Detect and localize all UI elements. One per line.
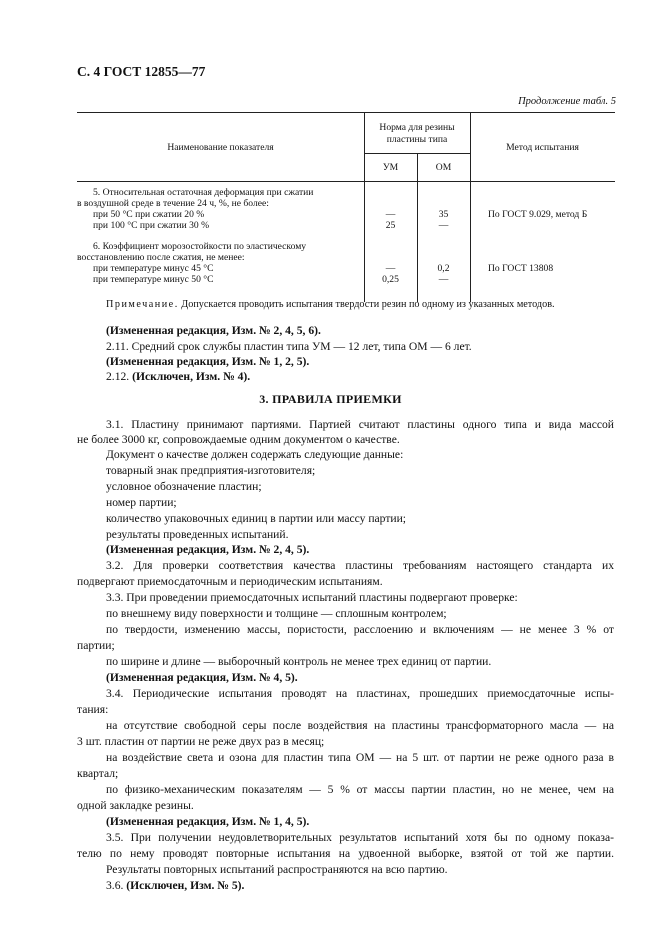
paragraph-text: (Исключен, Изм. № 4). (132, 370, 251, 383)
table-col-divider (470, 112, 471, 302)
paragraph-3-4 (77, 783, 614, 797)
row6-um-value: — (385, 263, 396, 274)
paragraph-3-4: квартал; (77, 767, 119, 780)
paragraph-2-12 (106, 370, 250, 384)
paragraph-3-1: не более 3000 кг, сопровождаемые одним документом о качестве. (77, 433, 400, 446)
paragraph-3-1 (77, 418, 614, 432)
paragraph-line: 3.1. Пластину принимают партиями. Партией считают пластины одного типа и вида массой (106, 418, 614, 431)
amendment-note: (Измененная редакция, Изм. № 4, 5). (106, 671, 298, 684)
amendment-note: (Измененная редакция, Изм. № 1, 2, 5). (106, 355, 310, 368)
row6-um-value: 0,25 (382, 274, 399, 285)
table-top-rule (77, 112, 615, 113)
paragraph-number: 2.12. (106, 370, 130, 383)
row5-text: в воздушной среде в течение 24 ч, %, не более: (77, 198, 269, 209)
row6-text: при температуре минус 50 °С (93, 274, 214, 285)
paragraph-line: телю по нему проводят повторные испытания на удвоенной выборке, взятой от той же партии. (77, 847, 614, 860)
note-label: Примечание. (106, 299, 179, 310)
paragraph-3-2: подвергают приемосдаточным и периодическим испытаниям. (77, 575, 383, 588)
col-header-norm: пластины типа (386, 134, 448, 145)
paragraph-line: на воздействие света и озона для пластин типа ОМ — на 5 шт. от партии не реже одного раза в (106, 751, 614, 764)
list-item: условное обозначение пластин; (106, 480, 262, 493)
paragraph-line: 3.5. При получении неудовлетворительных результатов испытаний хотя бы по одному показа- (106, 831, 614, 844)
section-title: 3. ПРАВИЛА ПРИЕМКИ (259, 392, 402, 406)
paragraph-3-5 (77, 831, 614, 845)
row5-text: при 100 °С при сжатии 30 % (93, 220, 210, 231)
paragraph-3-6 (106, 879, 244, 893)
paragraph-text: (Исключен, Изм. № 5). (126, 879, 245, 892)
amendment-note: (Измененная редакция, Изм. № 2, 4, 5, 6). (106, 324, 321, 337)
amendment-note: (Измененная редакция, Изм. № 1, 4, 5). (106, 815, 310, 828)
list-item: количество упаковочных единиц в партии или массу партии; (106, 512, 407, 525)
paragraph-3-4 (77, 751, 614, 765)
paragraph-3-3: по ширине и длине — выборочный контроль не менее трех единиц от партии. (106, 655, 492, 668)
col-header-method: Метод испытания (506, 142, 579, 153)
paragraph-3-5 (77, 847, 614, 861)
row5-um-value: 25 (385, 220, 396, 231)
list-item: номер партии; (106, 496, 177, 509)
document-intro: Документ о качестве должен содержать следующие данные: (106, 448, 404, 461)
paragraph-3-2 (77, 559, 614, 573)
paragraph-3-5: Результаты повторных испытаний распространяются на всю партию. (106, 863, 448, 876)
paragraph-line: 3.2. Для проверки соответствия качества пластины требованиям настоящего стандарта их (106, 559, 614, 572)
col-header-indicator: Наименование показателя (167, 142, 274, 153)
row5-text: 5. Относительная остаточная деформация при сжатии (93, 187, 314, 198)
page-header: С. 4 ГОСТ 12855—77 (77, 64, 206, 79)
row6-text: восстановлению после сжатия, не менее: (77, 252, 245, 263)
row6-om-value: 0,2 (437, 263, 450, 274)
paragraph-line: по твердости, изменению массы, пористости, расслоению и включениям — не менее 3 % от (106, 623, 614, 636)
row5-om-value: 35 (438, 209, 449, 220)
row6-text: при температуре минус 45 °С (93, 263, 214, 274)
paragraph-line: по физико-механическим показателям — 5 % от массы партии пластин, но не менее, чем на (106, 783, 614, 796)
note-text: Допускается проводить испытания твердости резин по одному из указанных методов. (178, 299, 555, 310)
list-item: результаты проведенных испытаний. (106, 528, 289, 541)
row5-method: По ГОСТ 9.029, метод Б (488, 209, 588, 220)
paragraph-3-4: 3 шт. пластин от партии не реже двух раз в месяц; (77, 735, 325, 748)
table-continuation-label: Продолжение табл. 5 (518, 96, 616, 107)
paragraph-3-3: по внешнему виду поверхности и толщине — сплошным контролем; (106, 607, 447, 620)
paragraph-3-3: партии; (77, 639, 115, 652)
paragraph-3-4: тания: (77, 703, 109, 716)
paragraph-line: на отсутствие свободной серы после воздействия на пластины трансформаторного масла — на (106, 719, 614, 732)
paragraph-3-4 (77, 687, 614, 701)
paragraph-3-4 (77, 719, 614, 733)
paragraph-3-3: 3.3. При проведении приемосдаточных испытаний пластины подвергают проверке: (106, 591, 518, 604)
row6-om-value: — (438, 274, 449, 285)
paragraph-3-3 (77, 623, 614, 637)
row5-um-value: — (385, 209, 396, 220)
paragraph-number: 3.6. (106, 879, 124, 892)
row6-text: 6. Коэффициент морозостойкости по эластическому (93, 241, 307, 252)
properties-table (77, 112, 615, 302)
paragraph-3-4: одной закладке резины. (77, 799, 194, 812)
table-note (106, 299, 555, 310)
col-header-norm: Норма для резины (379, 122, 455, 133)
list-item: товарный знак предприятия-изготовителя; (106, 464, 316, 477)
row6-method: По ГОСТ 13808 (488, 263, 554, 274)
row5-om-value: — (438, 220, 449, 231)
table-header-rule (77, 181, 615, 182)
paragraph-line: 3.4. Периодические испытания проводят на пластинах, прошедших приемосдаточные испы- (106, 687, 614, 700)
amendment-note: (Измененная редакция, Изм. № 2, 4, 5). (106, 543, 310, 556)
paragraph-2-11: 2.11. Средний срок службы пластин типа УМ — 12 лет, типа ОМ — 6 лет. (106, 340, 472, 353)
row5-text: при 50 °С при сжатии 20 % (93, 209, 205, 220)
col-header-um: УМ (382, 162, 399, 173)
col-header-om: ОМ (435, 162, 452, 173)
